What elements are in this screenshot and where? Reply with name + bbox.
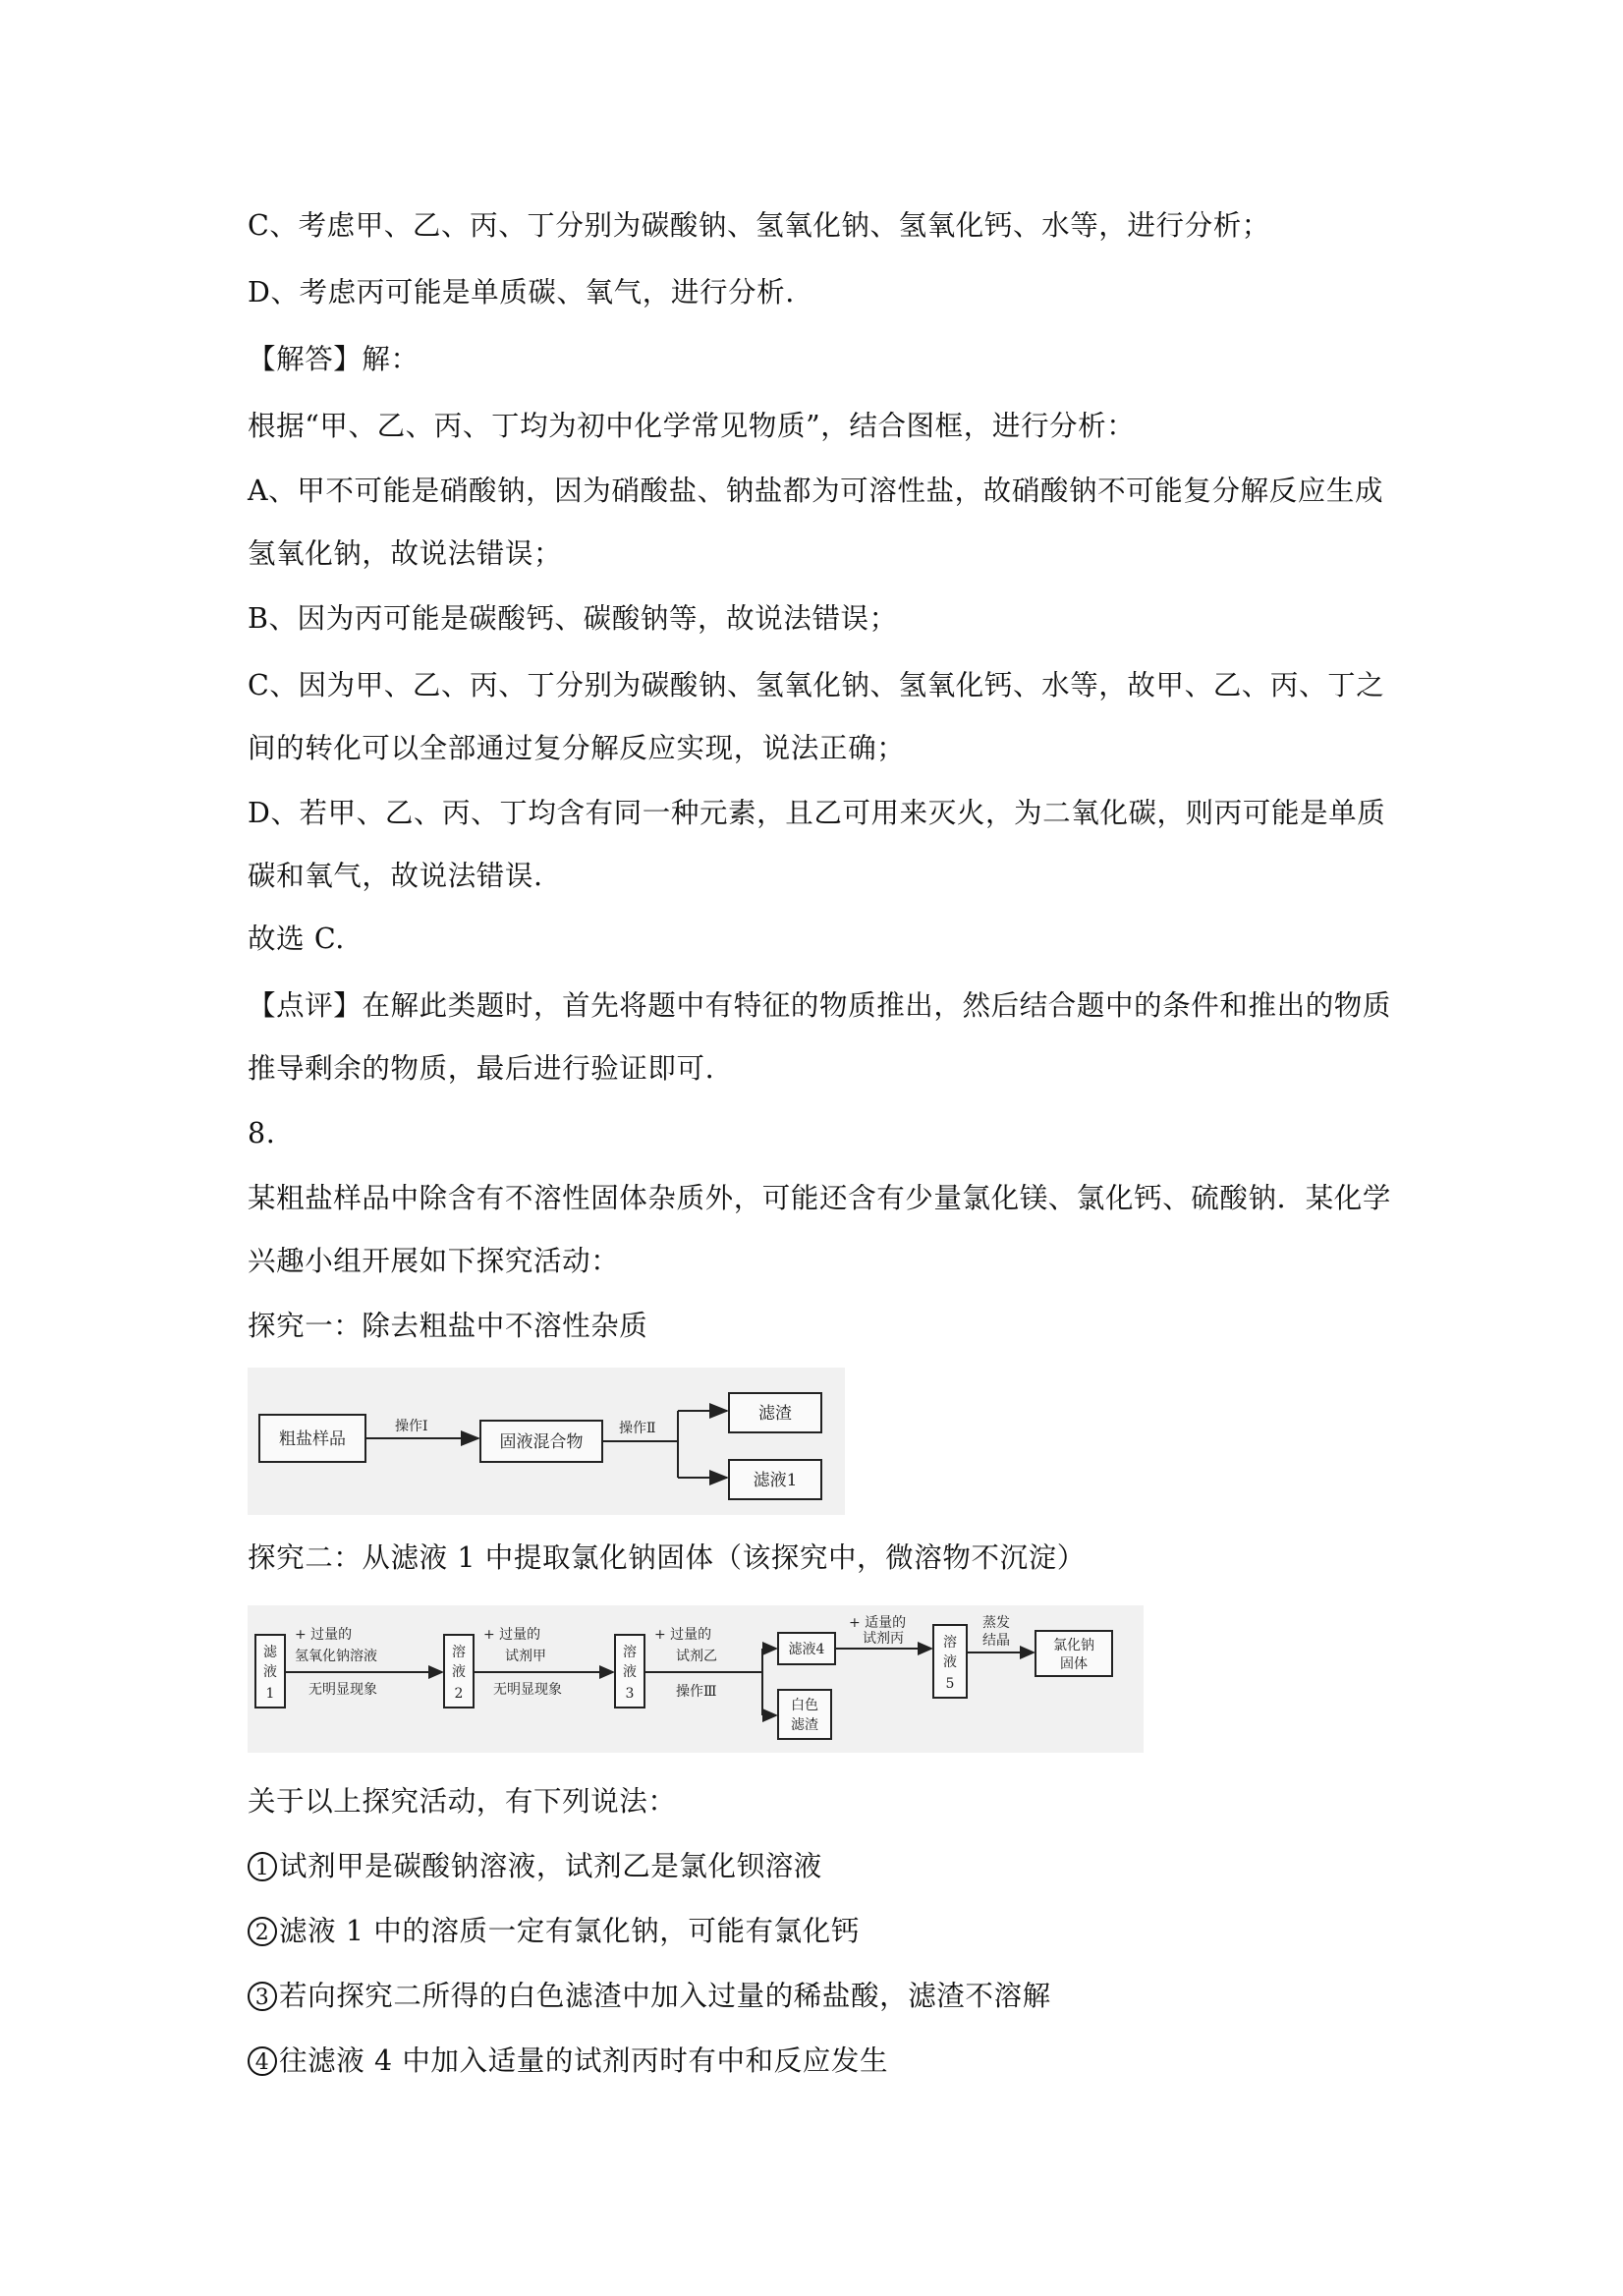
statement-2-text: 滤液 1 中的溶质一定有氯化钠，可能有氯化钙 bbox=[279, 1915, 860, 1947]
comment-line-1: 【点评】在解此类题时，首先将题中有特征的物质推出，然后结合题中的条件和推出的物质 bbox=[248, 989, 1392, 1022]
step4-text-b: 试剂丙 bbox=[863, 1631, 904, 1647]
figure-inquiry-two bbox=[248, 1605, 1144, 1753]
step4-text-a: + 适量的 bbox=[849, 1615, 907, 1631]
solution3-char-a: 溶 bbox=[623, 1645, 637, 1660]
statement-3 bbox=[248, 1977, 1387, 2016]
step1-text-c: 无明显现象 bbox=[308, 1682, 377, 1698]
step2-text-c: 无明显现象 bbox=[493, 1682, 562, 1698]
statement-2 bbox=[248, 1912, 1387, 1951]
solution3-char-b: 液 bbox=[623, 1664, 637, 1680]
solution3-char-c: 3 bbox=[625, 1686, 635, 1702]
inquiry-one-title: 探究一：除去粗盐中不溶性杂质 bbox=[248, 1310, 648, 1342]
solution2-char-a: 溶 bbox=[452, 1645, 466, 1660]
step1-text-b: 氢氧化钠溶液 bbox=[295, 1649, 377, 1664]
nacl-label-a: 氯化钠 bbox=[1053, 1638, 1094, 1653]
step3-text-c: 操作Ⅲ bbox=[676, 1684, 717, 1700]
option-d-line-1: D、若甲、乙、丙、丁均含有同一种元素，且乙可用来灭火，为二氧化碳，则丙可能是单质 bbox=[248, 797, 1386, 829]
circled-number-3: 3 bbox=[248, 1982, 277, 2011]
inquiry-two-title: 探究二：从滤液 1 中提取氯化钠固体（该探究中，微溶物不沉淀） bbox=[248, 1541, 1086, 1574]
filtrate1-char-c: 1 bbox=[265, 1686, 275, 1702]
question-text-2: 兴趣小组开展如下探究活动： bbox=[248, 1245, 620, 1277]
solution5-char-b: 液 bbox=[943, 1654, 957, 1670]
op2-label: 操作Ⅱ bbox=[619, 1421, 656, 1436]
line-4: 根据“甲、乙、丙、丁均为初中化学常见物质”，结合图框，进行分析： bbox=[248, 410, 1136, 442]
figure-inquiry-one bbox=[248, 1368, 845, 1515]
solution5-char-c: 5 bbox=[945, 1676, 955, 1692]
statements-intro: 关于以上探究活动，有下列说法： bbox=[248, 1785, 677, 1818]
white-residue-b: 滤渣 bbox=[791, 1717, 818, 1733]
step2-text-a: + 过量的 bbox=[483, 1627, 541, 1643]
question-text-1: 某粗盐样品中除含有不溶性固体杂质外，可能还含有少量氯化镁、氯化钙、硫酸钠．某化学 bbox=[248, 1182, 1392, 1214]
step3-text-a: + 过量的 bbox=[654, 1627, 712, 1643]
solution2-char-c: 2 bbox=[454, 1686, 464, 1702]
nacl-label-b: 固体 bbox=[1060, 1656, 1088, 1672]
op1-label: 操作Ⅰ bbox=[395, 1419, 428, 1434]
mixture-label: 固液混合物 bbox=[499, 1432, 584, 1452]
option-a-line-1: A、甲不可能是硝酸钠，因为硝酸盐、钠盐都为可溶性盐，故硝酸钠不可能复分解反应生成 bbox=[248, 475, 1384, 507]
circled-number-1: 1 bbox=[248, 1852, 277, 1881]
comment-line-2: 推导剩余的物质，最后进行验证即可. bbox=[248, 1052, 715, 1085]
white-residue-a: 白色 bbox=[791, 1698, 818, 1713]
sample-label: 粗盐样品 bbox=[279, 1429, 346, 1449]
option-c-line-2: 间的转化可以全部通过复分解反应实现，说法正确； bbox=[248, 732, 906, 764]
solution2-char-b: 液 bbox=[452, 1664, 466, 1680]
circled-number-4: 4 bbox=[248, 2046, 277, 2076]
statement-1 bbox=[248, 1847, 1387, 1886]
step5-text-b: 结晶 bbox=[982, 1633, 1010, 1649]
step2-text-b: 试剂甲 bbox=[505, 1649, 546, 1664]
filtrate1-char-a: 滤 bbox=[263, 1645, 277, 1660]
filtrate1-char-b: 液 bbox=[263, 1664, 277, 1680]
solution5-char-a: 溶 bbox=[943, 1635, 957, 1651]
statement-3-text: 若向探究二所得的白色滤渣中加入过量的稀盐酸，滤渣不溶解 bbox=[279, 1980, 1051, 2012]
filtrate4-label: 滤液4 bbox=[788, 1642, 825, 1657]
answer-choice: 故选 C. bbox=[248, 923, 345, 955]
answer-heading: 【解答】解： bbox=[248, 343, 420, 375]
filtrate1-label: 滤液1 bbox=[753, 1471, 798, 1490]
residue-label: 滤渣 bbox=[758, 1404, 792, 1424]
option-d-line-2: 碳和氧气，故说法错误. bbox=[248, 860, 543, 892]
step5-text-a: 蒸发 bbox=[982, 1615, 1010, 1631]
option-a-line-2: 氢氧化钠，故说法错误； bbox=[248, 537, 563, 570]
step1-text-a: + 过量的 bbox=[295, 1627, 353, 1643]
circled-number-2: 2 bbox=[248, 1917, 277, 1946]
line-1: C、考虑甲、乙、丙、丁分别为碳酸钠、氢氧化钠、氢氧化钙、水等，进行分析； bbox=[248, 209, 1270, 242]
statement-4-text: 往滤液 4 中加入适量的试剂丙时有中和反应发生 bbox=[279, 2044, 889, 2077]
line-2: D、考虑丙可能是单质碳、氧气，进行分析. bbox=[248, 276, 795, 308]
option-c-line-1: C、因为甲、乙、丙、丁分别为碳酸钠、氢氧化钠、氢氧化钙、水等，故甲、乙、丙、丁之 bbox=[248, 669, 1385, 701]
option-b: B、因为丙可能是碳酸钙、碳酸钠等，故说法错误； bbox=[248, 602, 898, 635]
step3-text-b: 试剂乙 bbox=[676, 1649, 717, 1664]
question-number: 8. bbox=[248, 1117, 276, 1149]
statement-1-text: 试剂甲是碳酸钠溶液，试剂乙是氯化钡溶液 bbox=[279, 1850, 822, 1882]
statement-4 bbox=[248, 2042, 1387, 2081]
